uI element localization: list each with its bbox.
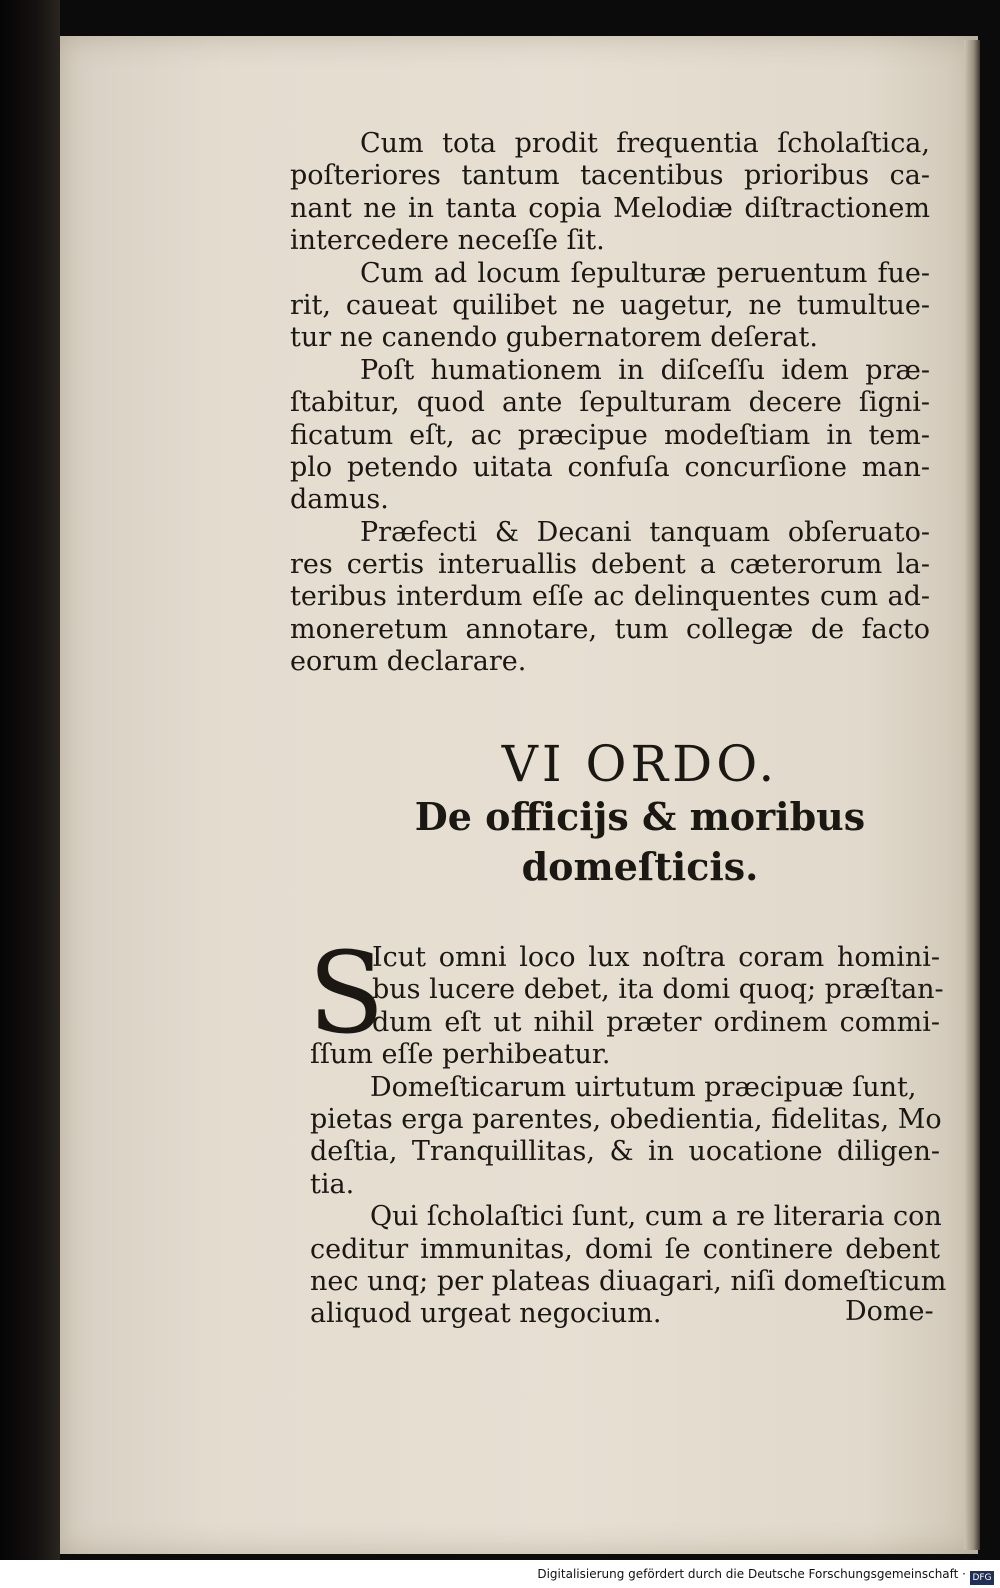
text-line: bus lucere debet, ita domi quoq; præſtan‐ — [372, 974, 944, 1006]
text-line: Præfecti & Decani tanquam obſeruato‐ — [360, 516, 930, 548]
text-line: rit, caueat quilibet ne uagetur, ne tumultue‐ — [290, 289, 930, 321]
book-binding — [0, 0, 60, 1560]
text-line: nant ne in tanta copia Melodiæ diſtractionem — [290, 192, 930, 224]
text-line: ſtabitur, quod ante ſepulturam decere ſigni‐ — [290, 387, 930, 419]
text-line: ſſum eſſe perhibeatur. — [310, 1039, 611, 1071]
heading-subtitle-line2: domeſticis. — [521, 844, 759, 889]
text-line: pietas erga parentes, obedientia, fidelitas, Mo — [310, 1103, 942, 1135]
text-line: Domeſticarum uirtutum præcipuæ ſunt, — [370, 1071, 917, 1103]
text-line: eorum declarare. — [290, 646, 527, 678]
text-line: Icut omni loco lux noſtra coram homini‐ — [372, 942, 940, 973]
catchword: Dome‐ — [845, 1296, 934, 1327]
text-line: teribus interdum eſſe ac delinquentes cum ad‐ — [290, 581, 930, 613]
footer-text: Digitalisierung gefördert durch die Deutsche Forschungsgemeinschaft · — [537, 1567, 966, 1581]
text-line: deſtia, Tranquillitas, & in uocatione diligen‐ — [310, 1136, 940, 1168]
page-edge — [964, 40, 980, 1550]
text-line: Poſt humationem in diſceſſu idem præ‐ — [360, 354, 930, 386]
text-line: res certis interuallis debent a cæterorum la‐ — [290, 549, 930, 581]
section-heading — [360, 736, 920, 892]
text-line: poſteriores tantum tacentibus prioribus ca‐ — [290, 160, 930, 192]
text-line: Cum ad locum ſepulturæ peruentum fue‐ — [360, 257, 930, 289]
digitization-footer — [0, 1560, 1000, 1588]
text-line: intercedere neceſſe ſit. — [290, 225, 605, 257]
text-line: Cum tota prodit frequentia ſcholaſtica, — [360, 128, 930, 159]
text-line: ceditur immunitas, domi ſe continere debent — [310, 1233, 940, 1265]
paragraph-domestic-duties — [308, 929, 947, 1331]
drop-cap-letter: S — [308, 929, 385, 1059]
heading-title: VI ORDO. — [501, 735, 779, 793]
text-line: nec unq; per plateas diuagari, niſi domeſticum — [310, 1265, 947, 1297]
text-line: aliquod urgeat negocium. — [310, 1298, 662, 1330]
paragraph-procession — [290, 128, 930, 679]
text-line: dum eſt ut nihil præter ordinem commi‐ — [372, 1006, 940, 1038]
heading-subtitle-line1: De officijs & moribus — [414, 794, 866, 839]
text-line: tia. — [310, 1168, 355, 1200]
text-line: tur ne canendo gubernatorem deſerat. — [290, 322, 818, 354]
text-line: ficatum eſt, ac præcipue modeſtiam in tem‐ — [290, 419, 930, 451]
text-line: moneretum annotare, tum collegæ de facto — [290, 613, 930, 645]
text-line: Qui ſcholaſtici ſunt, cum a re literaria con — [370, 1201, 942, 1233]
dfg-logo-icon: DFG — [970, 1571, 994, 1585]
text-line: damus. — [290, 484, 389, 516]
text-line: plo petendo uitata confuſa concurſione man‐ — [290, 451, 930, 483]
